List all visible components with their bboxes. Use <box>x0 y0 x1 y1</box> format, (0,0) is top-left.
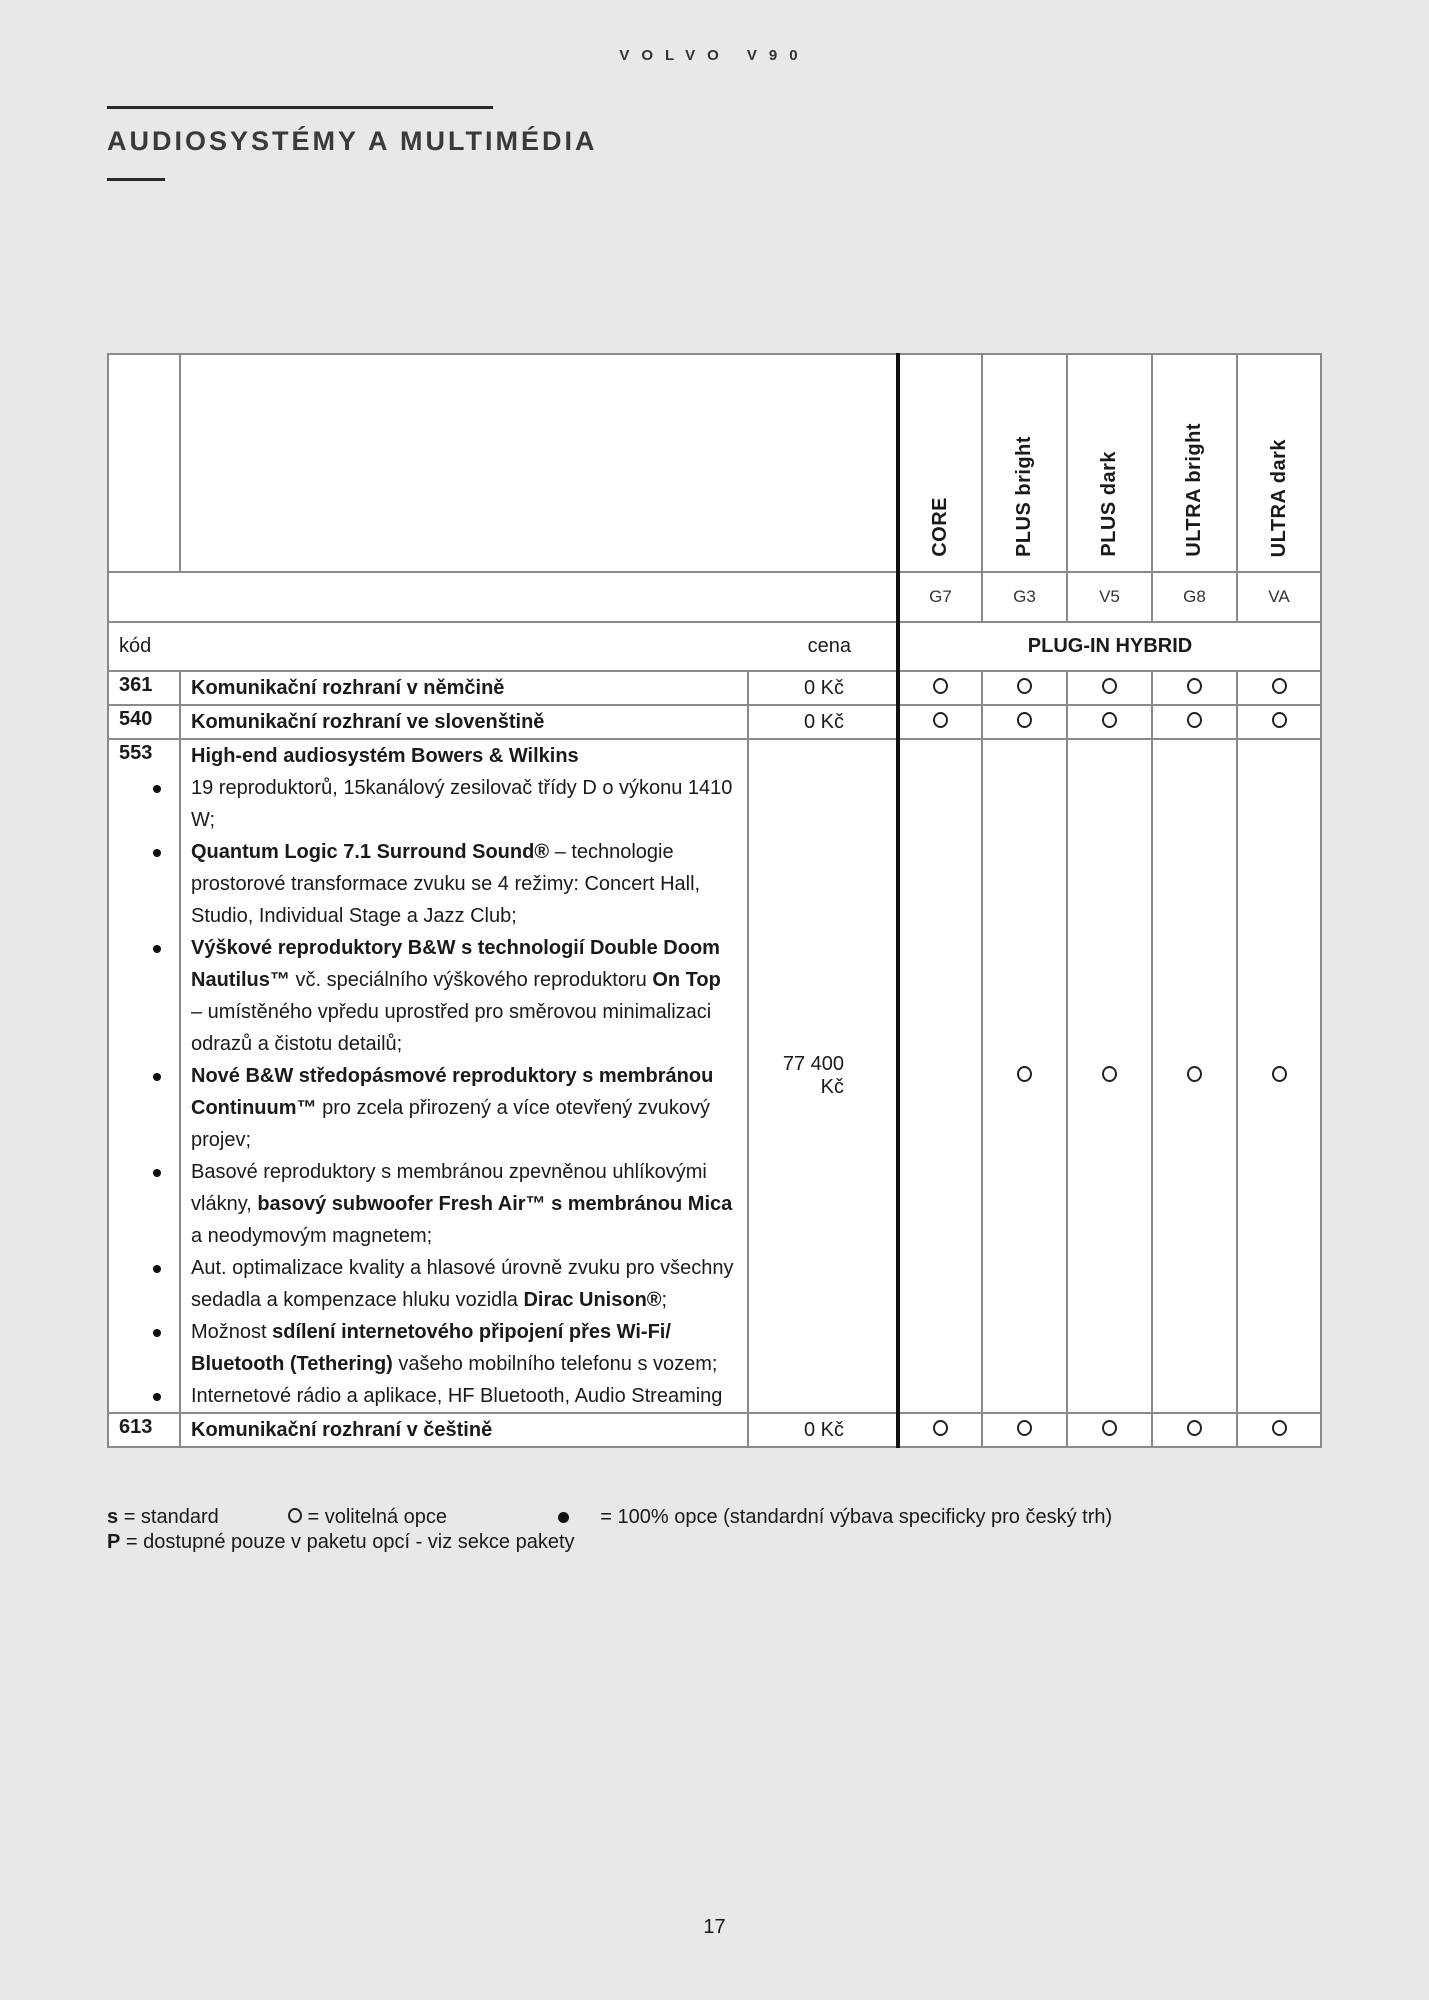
option-code: 361 <box>108 671 180 705</box>
option-availability <box>1237 671 1321 705</box>
feature-text: ; <box>661 1289 668 1311</box>
option-name: Komunikační rozhraní ve slovenštině <box>180 705 748 739</box>
option-circle-icon <box>1017 678 1032 694</box>
option-availability <box>1152 671 1237 705</box>
equipment-table <box>107 353 1322 1448</box>
option-code: 613 <box>108 1413 180 1447</box>
trim-header: PLUS bright <box>982 354 1067 572</box>
option-availability <box>1067 671 1152 705</box>
option-circle-icon <box>933 712 948 728</box>
feature-text: vč. speciálního výškového reproduktoru <box>289 969 653 991</box>
feature-text: – technologie prostorové transformace zvuku se 4 režimy: Concert Hall, Studio, Individual Stage a Jazz Club; <box>191 841 701 927</box>
table-row <box>108 671 1321 705</box>
option-availability <box>1067 1413 1152 1447</box>
legend-p-key: P <box>107 1531 121 1553</box>
option-circle-icon <box>1102 1420 1117 1436</box>
feature-bullet <box>191 1316 737 1380</box>
feature-text: Aut. optimalizace kvality a hlasové úrovně zvuku pro všechny sedadla a kompenzace hluku vozidla <box>191 1257 734 1311</box>
feature-text: Basové reproduktory s membránou zpevněnou uhlíkovými vlákny, <box>191 1161 707 1215</box>
option-circle-icon <box>1272 712 1287 728</box>
feature-bullet <box>191 1380 737 1412</box>
option-availability <box>1152 1413 1237 1447</box>
trim-code: G7 <box>898 572 982 622</box>
bullet-dot-icon <box>153 1265 161 1273</box>
trim-code: VA <box>1237 572 1321 622</box>
option-availability <box>982 705 1067 739</box>
bullet-dot-icon <box>153 849 161 857</box>
option-availability <box>898 671 982 705</box>
option-availability <box>898 739 982 1413</box>
powertrain-header: PLUG-IN HYBRID <box>898 622 1321 671</box>
option-circle-icon <box>1102 1066 1117 1082</box>
page-title: AUDIOSYSTÉMY A MULTIMÉDIA <box>107 126 598 156</box>
feature-text: 19 reproduktorů, 15kanálový zesilovač třídy D o výkonu 1410 W; <box>191 777 733 831</box>
feature-text: a neodymovým magnetem; <box>191 1225 433 1247</box>
option-circle-icon <box>1272 1066 1287 1082</box>
trim-header: ULTRA bright <box>1152 354 1237 572</box>
divider <box>107 106 493 109</box>
table-row <box>108 739 1321 1413</box>
option-circle-icon <box>933 678 948 694</box>
trim-code: V5 <box>1067 572 1152 622</box>
option-circle-icon <box>1272 1420 1287 1436</box>
option-price: 0 Kč <box>748 705 898 739</box>
option-code: 540 <box>108 705 180 739</box>
trim-header: ULTRA dark <box>1237 354 1321 572</box>
brand-header: VOLVO V90 <box>619 47 810 64</box>
legend-o-text: = volitelná opce <box>307 1506 447 1528</box>
feature-bullet <box>191 1060 737 1156</box>
table-row <box>108 705 1321 739</box>
trim-header: PLUS dark <box>1067 354 1152 572</box>
option-code: 553 <box>108 739 180 1413</box>
empty-cell <box>108 354 180 572</box>
legend-s-text: = standard <box>123 1506 219 1528</box>
bullet-dot-icon <box>153 1393 161 1401</box>
bullet-dot-icon <box>153 1329 161 1337</box>
option-circle-icon <box>1017 712 1032 728</box>
option-circle-icon <box>1187 1066 1202 1082</box>
feature-text: Quantum Logic 7.1 Surround Sound® <box>191 841 550 863</box>
option-price: 77 400 Kč <box>748 739 898 1413</box>
option-availability <box>1237 1413 1321 1447</box>
feature-text: On Top <box>652 969 721 991</box>
feature-text: vašeho mobilního telefonu s vozem; <box>392 1353 718 1375</box>
feature-bullet <box>191 772 737 836</box>
legend-p-text: = dostupné pouze v paketu opcí - viz sekce pakety <box>125 1531 575 1553</box>
option-availability <box>898 1413 982 1447</box>
legend-s-key: s <box>107 1506 119 1528</box>
feature-text: Možnost <box>191 1321 273 1343</box>
feature-text: Výškové reproduktory B&W s technologií Double Doom Nautilus™ <box>191 937 720 991</box>
option-price: 0 Kč <box>748 671 898 705</box>
trim-code: G3 <box>982 572 1067 622</box>
empty-cell <box>180 354 898 572</box>
option-name: Komunikační rozhraní v češtině <box>180 1413 748 1447</box>
option-circle-icon <box>288 1508 302 1523</box>
option-availability <box>1152 705 1237 739</box>
option-availability <box>1067 739 1152 1413</box>
legend <box>107 1505 1112 1555</box>
option-circle-icon <box>1017 1420 1032 1436</box>
bullet-dot-icon <box>153 785 161 793</box>
feature-text: Nové B&W středopásmové reproduktory s membránou Continuum™ <box>191 1065 714 1119</box>
feature-text: Internetové rádio a aplikace, HF Bluetooth, Audio Streaming <box>191 1385 723 1407</box>
option-circle-icon <box>1102 712 1117 728</box>
feature-text: – umístěného vpředu uprostřed pro směrovou minimalizaci odrazů a čistotu detailů; <box>191 1001 712 1055</box>
bullet-dot-icon <box>153 945 161 953</box>
option-circle-icon <box>1187 1420 1202 1436</box>
option-circle-icon <box>1272 678 1287 694</box>
option-availability <box>898 705 982 739</box>
trim-code: G8 <box>1152 572 1237 622</box>
feature-bullet <box>191 1156 737 1252</box>
option-availability <box>1237 739 1321 1413</box>
feature-text: Dirac Unison® <box>523 1289 662 1311</box>
option-availability <box>982 739 1067 1413</box>
legend-dot-text: = 100% opce (standardní výbava specificky pro český trh) <box>600 1506 1113 1528</box>
option-circle-icon <box>1187 678 1202 694</box>
feature-text: pro zcela přirozený a více otevřený zvukový projev; <box>191 1097 711 1151</box>
feature-text: basový subwoofer Fresh Air™ s membránou Mica <box>257 1193 733 1215</box>
bullet-dot-icon <box>153 1073 161 1081</box>
option-availability <box>982 1413 1067 1447</box>
price-column-header: cena <box>748 622 898 671</box>
trim-header: CORE <box>898 354 982 572</box>
feature-text: sdílení internetového připojení přes Wi-Fi/ Bluetooth (Tethering) <box>191 1321 671 1375</box>
empty-cell <box>108 572 898 622</box>
bullet-dot-icon <box>153 1169 161 1177</box>
option-circle-icon <box>1102 678 1117 694</box>
option-availability <box>982 671 1067 705</box>
option-circle-icon <box>1187 712 1202 728</box>
feature-bullet <box>191 1252 737 1316</box>
feature-bullet <box>191 932 737 1060</box>
option-name: Komunikační rozhraní v němčině <box>180 671 748 705</box>
code-column-header: kód <box>108 622 748 671</box>
bullet-dot-icon <box>558 1512 569 1523</box>
option-circle-icon <box>1017 1066 1032 1082</box>
option-price: 0 Kč <box>748 1413 898 1447</box>
option-availability <box>1152 739 1237 1413</box>
feature-bullet <box>191 836 737 932</box>
table-row <box>108 1413 1321 1447</box>
option-circle-icon <box>933 1420 948 1436</box>
option-description <box>180 739 748 1413</box>
option-availability <box>1237 705 1321 739</box>
option-availability <box>1067 705 1152 739</box>
page-number: 17 <box>703 1916 726 1938</box>
option-name: High-end audiosystém Bowers & Wilkins <box>191 745 579 767</box>
divider <box>107 178 165 181</box>
